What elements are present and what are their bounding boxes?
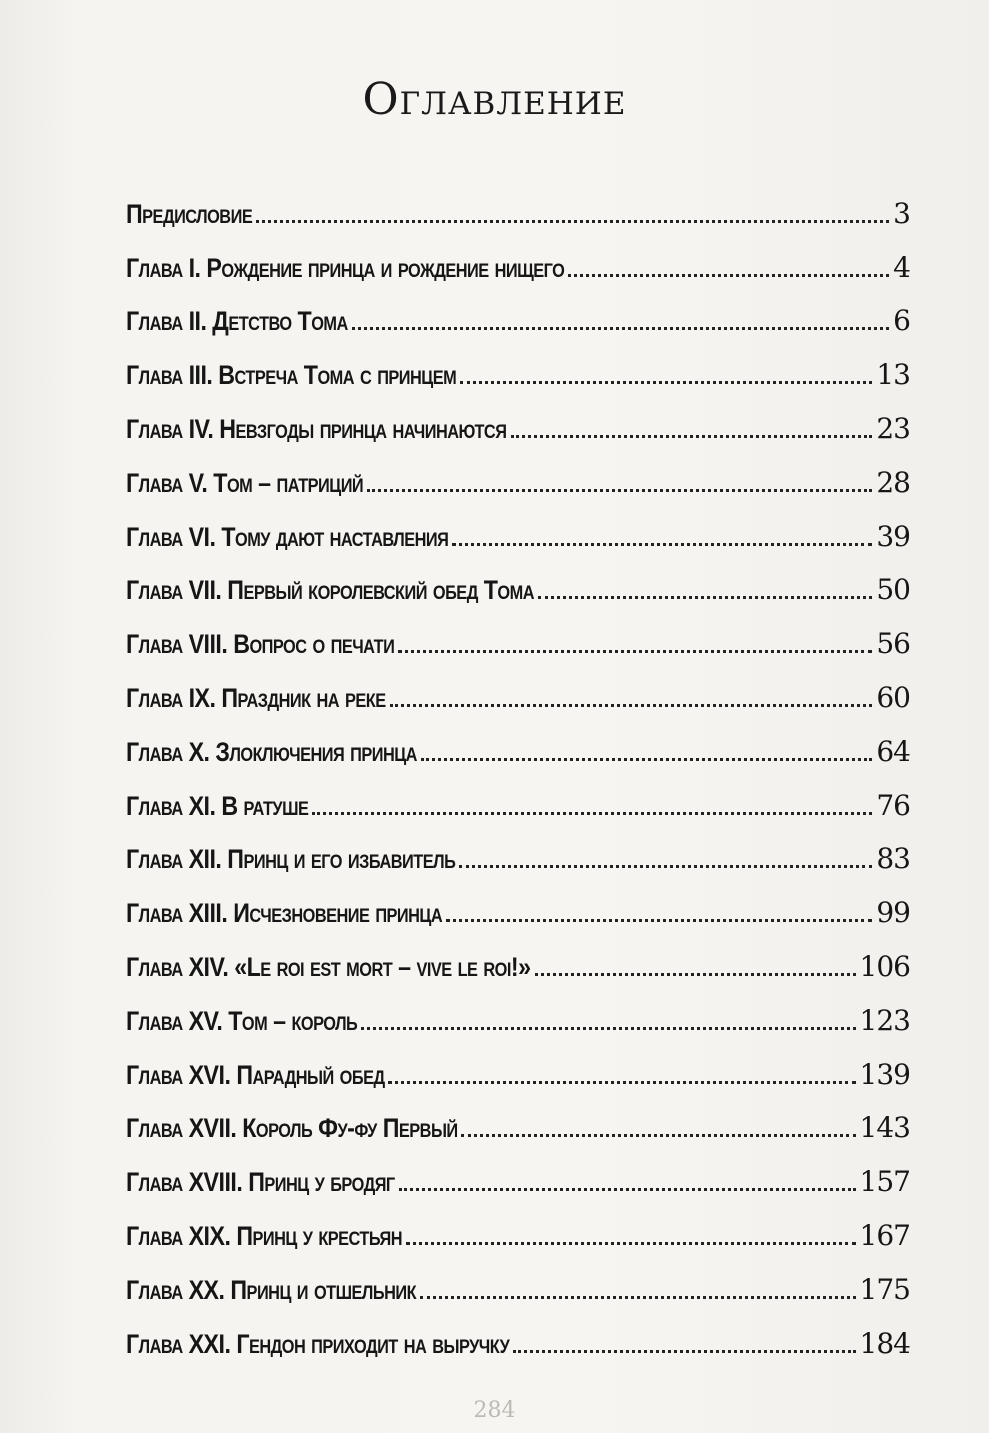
toc-entry-page: 23 <box>876 411 910 445</box>
dot-leader <box>361 1027 855 1030</box>
toc-entry <box>126 929 910 983</box>
toc-entry-title: Глава XVIII. Принц у бродяг <box>126 1167 395 1198</box>
dot-leader <box>535 973 856 976</box>
toc-entry <box>126 822 910 876</box>
dot-leader <box>399 1188 855 1191</box>
dot-leader <box>460 381 872 384</box>
toc-entry <box>126 606 910 660</box>
dot-leader <box>388 1081 855 1084</box>
toc-entry-page: 106 <box>859 949 910 983</box>
toc-entry-title: Глава VIII. Вопрос о печати <box>126 629 395 660</box>
toc-entry-page: 64 <box>876 734 910 768</box>
toc-entry <box>126 1198 910 1252</box>
dot-leader <box>452 543 872 546</box>
toc-entry-title: Глава XI. В ратуше <box>126 790 309 821</box>
toc-entry-title: Предисловие <box>126 198 253 229</box>
toc-entry <box>126 1091 910 1145</box>
toc-entry <box>126 1144 910 1198</box>
toc-entry-title: Глава III. Встреча Тома с принцем <box>126 360 457 391</box>
toc-entry-page: 50 <box>876 573 910 607</box>
toc-entry-title: Глава V. Том – патриций <box>126 467 364 498</box>
toc-entry-title: Глава X. Злоключения принца <box>126 736 417 767</box>
toc-entry-title: Глава XIII. Исчезновение принца <box>126 898 443 929</box>
toc-entry-title: Глава XIX. Принц у крестьян <box>126 1220 403 1251</box>
toc-entry-page: 28 <box>876 465 910 499</box>
toc-entry <box>126 714 910 768</box>
dot-leader <box>513 1350 856 1353</box>
toc-entry-title: Глава XXI. Гендон приходит на выручку <box>126 1328 510 1359</box>
toc-entry-page: 143 <box>859 1111 910 1145</box>
dot-leader <box>256 220 889 223</box>
toc-entry-page: 175 <box>859 1272 910 1306</box>
toc-entry <box>126 230 910 284</box>
toc-entry <box>126 1252 910 1306</box>
toc-entry-title: Глава XII. Принц и его избавитель <box>126 844 456 875</box>
toc-entry-page: 60 <box>876 680 910 714</box>
dot-leader <box>568 274 889 277</box>
toc-entry-title: Глава XIV. «Le roi est mort – vive le roi!» <box>126 951 531 982</box>
toc-entry <box>126 768 910 822</box>
toc-entry-title: Глава I. Рождение принца и рождение нищего <box>126 252 565 283</box>
toc-entry-page: 13 <box>876 358 910 392</box>
toc-entry <box>126 1306 910 1360</box>
toc-entry-title: Глава VI. Тому дают наставления <box>126 521 449 552</box>
dot-leader <box>398 650 872 653</box>
toc-entry-page: 167 <box>859 1218 910 1252</box>
toc-entry-title: Глава VII. Первый королевский обед Тома <box>126 575 534 606</box>
dot-leader <box>390 704 873 707</box>
toc-entry-page: 56 <box>876 627 910 661</box>
toc-entry <box>126 553 910 607</box>
toc-entry <box>126 499 910 553</box>
dot-leader <box>406 1242 856 1245</box>
toc-entry-title: Глава IV. Невзгоды принца начинаются <box>126 413 507 444</box>
toc-entry-page: 83 <box>876 842 910 876</box>
toc-entry <box>126 1037 910 1091</box>
toc-entry-page: 4 <box>893 250 910 284</box>
page-title: Оглавление <box>362 74 627 125</box>
dot-leader <box>459 865 872 868</box>
toc-entry-page: 184 <box>859 1326 910 1360</box>
toc-entry-title: Глава IX. Праздник на реке <box>126 682 386 713</box>
toc-entry-page: 76 <box>876 788 910 822</box>
toc-entry-title: Глава XX. Принц и отшельник <box>126 1274 417 1305</box>
dot-leader <box>367 489 872 492</box>
toc-entry-page: 157 <box>859 1165 910 1199</box>
toc-entry-title: Глава XVI. Парадный обед <box>126 1059 385 1090</box>
dot-leader <box>538 596 872 599</box>
toc-entry-title: Глава XVII. Король Фу-фу Первый <box>126 1113 458 1144</box>
dot-leader <box>446 919 873 922</box>
toc-entry-page: 99 <box>876 896 910 930</box>
toc-entry <box>126 983 910 1037</box>
dot-leader <box>421 758 872 761</box>
toc-entry-title: Глава II. Детство Тома <box>126 306 348 337</box>
toc-entry-page: 6 <box>893 304 910 338</box>
dot-leader <box>511 435 873 438</box>
table-of-contents <box>126 176 910 1360</box>
toc-entry-page: 123 <box>859 1003 910 1037</box>
toc-entry-page: 3 <box>893 196 910 230</box>
page-number: 284 <box>473 1398 516 1423</box>
dot-leader <box>420 1296 855 1299</box>
toc-entry <box>126 445 910 499</box>
dot-leader <box>312 812 872 815</box>
toc-entry <box>126 337 910 391</box>
toc-entry-title: Глава XV. Том – король <box>126 1005 358 1036</box>
dot-leader <box>461 1134 855 1137</box>
toc-entry <box>126 391 910 445</box>
toc-entry <box>126 176 910 230</box>
toc-entry-page: 139 <box>859 1057 910 1091</box>
dot-leader <box>352 327 889 330</box>
toc-entry-page: 39 <box>876 519 910 553</box>
toc-entry <box>126 875 910 929</box>
toc-entry <box>126 660 910 714</box>
toc-entry <box>126 284 910 338</box>
